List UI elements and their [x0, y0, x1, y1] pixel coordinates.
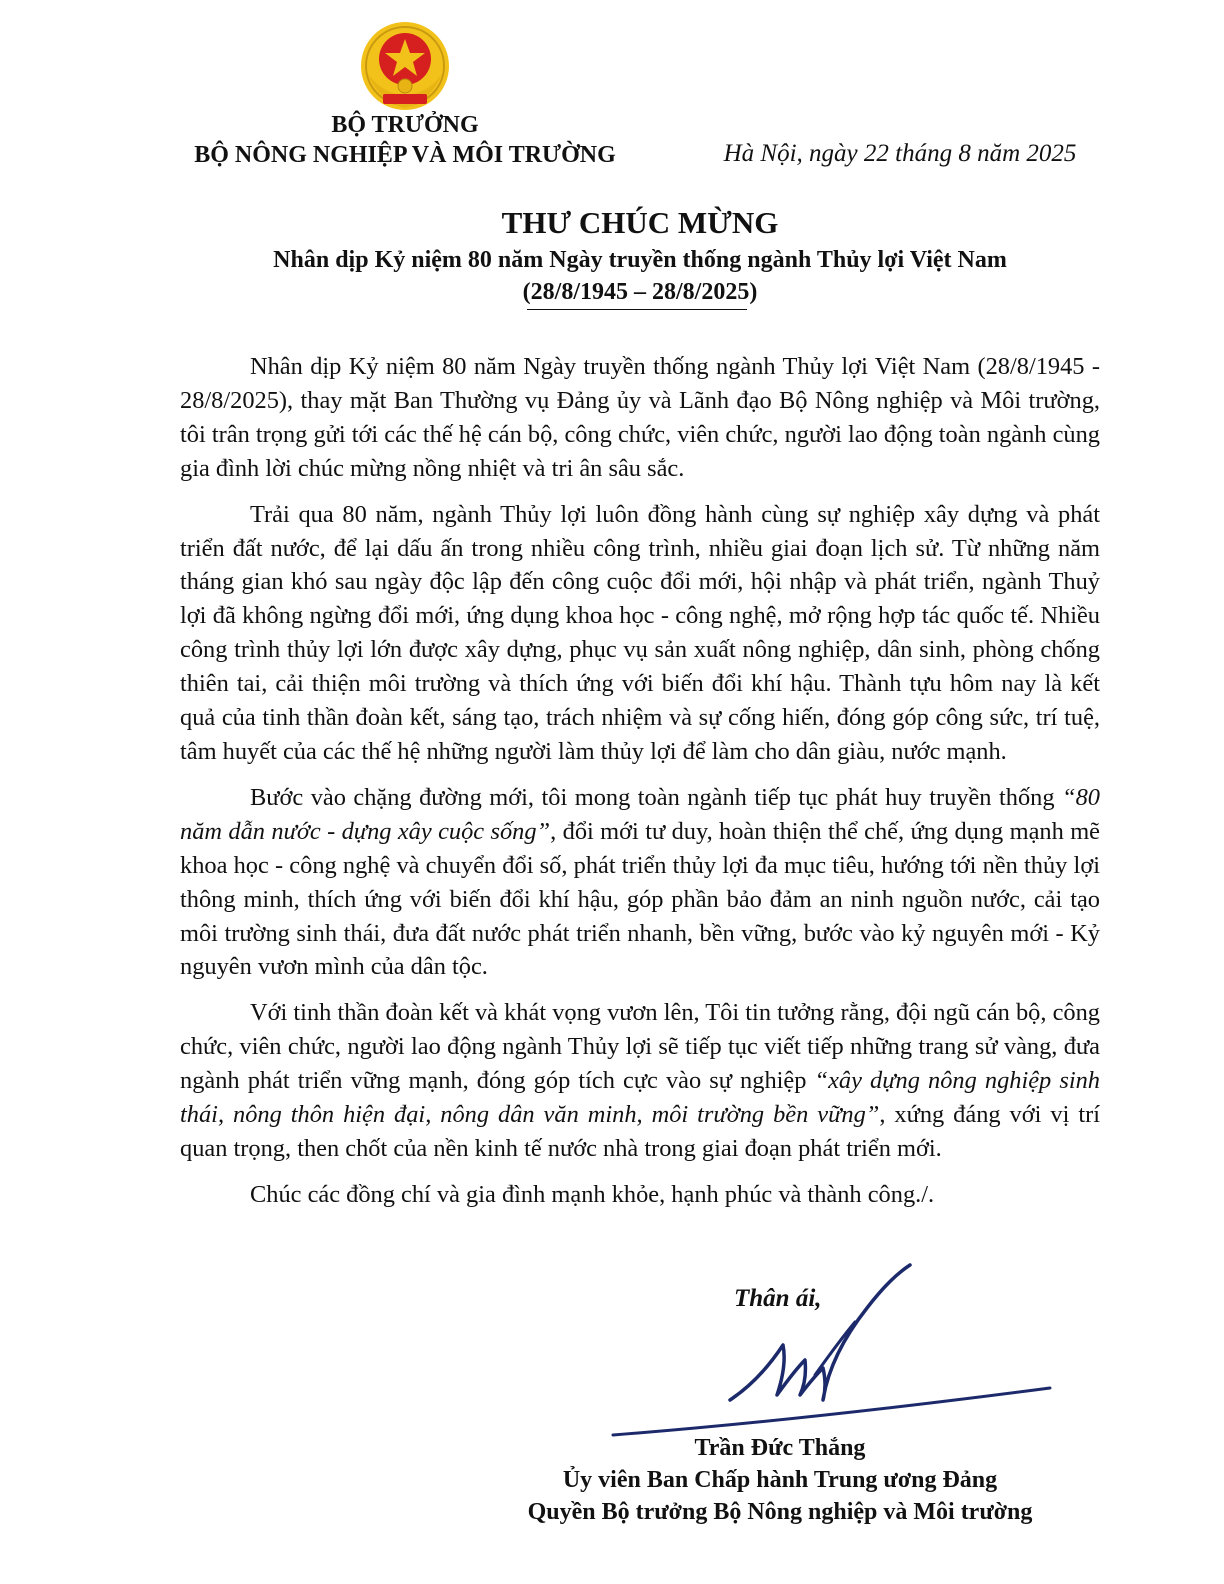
paragraph-4-part-a: Với tinh thần đoàn kết và khát vọng vươn lên, Tôi tin tưởng rằng, đội ngũ cán bộ, công chức, viên chức, người lao động ngành Thủy lợi sẽ tiếp tục viết tiếp những trang sử vàng, đưa ngành phát triển vững mạnh, đóng góp tích cực vào sự nghiệp — [180, 999, 1100, 1095]
closing-greeting: Thân ái, — [734, 1285, 822, 1312]
paragraph-1: Nhân dịp Kỷ niệm 80 năm Ngày truyền thống ngành Thủy lợi Việt Nam (28/8/1945 - 28/8/2025), thay mặt Ban Thường vụ Đảng ủy và Lãnh đạo Bộ Nông nghiệp và Môi trường, tôi trân trọng gửi tới các thế hệ cán bộ, công chức, viên chức, người lao động toàn ngành cùng gia đình lời chúc mừng nồng nhiệt và tri ân sâu sắc. — [180, 353, 1100, 482]
issuing-authority — [150, 110, 660, 170]
place-and-date: Hà Nội, ngày 22 tháng 8 năm 2025 — [723, 140, 1077, 167]
letter-title: THƯ CHÚC MỪNG — [501, 205, 779, 240]
national-emblem-icon — [359, 22, 451, 114]
signer-block — [0, 1432, 1224, 1528]
title-underline — [527, 309, 747, 310]
agency-line-1: BỘ TRƯỞNG — [331, 112, 479, 138]
anniversary-period: (28/8/1945 – 28/8/2025) — [522, 279, 758, 305]
slogan-quote: “80 năm dẫn nước - dựng xây cuộc sống” — [180, 783, 1100, 845]
paragraph-3-part-b: , đổi mới tư duy, hoàn thiện thể chế, ứng dụng mạnh mẽ khoa học - công nghệ và chuyển đổi số, phát triển thủy lợi đa mục tiêu, hướng tới nền thủy lợi thông minh, thích ứng với biến đổi khí hậu, góp phần bảo đảm an ninh nguồn nước, cải tạo môi trường sinh thái, đưa đất nước phát triển nhanh, bền vững, bước vào kỷ nguyên mới - Kỷ nguyên vươn mình của dân tộc. — [180, 817, 1100, 981]
agency-line-2: BỘ NÔNG NGHIỆP VÀ MÔI TRƯỜNG — [194, 142, 616, 168]
paragraph-2: Trải qua 80 năm, ngành Thủy lợi luôn đồng hành cùng sự nghiệp xây dựng và phát triển đất nước, để lại dấu ấn trong nhiều công trình, nhiều giai đoạn lịch sử. Từ những năm tháng gian khó sau ngày độc lập đến công cuộc đổi mới, hội nhập và phát triển, ngành Thuỷ lợi đã không ngừng đổi mới, ứng dụng khoa học - công nghệ, mở rộng hợp tác quốc tế. Nhiều công trình thủy lợi lớn được xây dựng, phục vụ sản xuất nông nghiệp, dân sinh, phòng chống thiên tai, cải thiện môi trường và thích ứng với biến đổi khí hậu. Thành tựu hôm nay là kết quả của tinh thần đoàn kết, sáng tạo, trách nhiệm và sự cống hiến, đóng góp công sức, trí tuệ, tâm huyết của các thế hệ những người làm thủy lợi để làm cho dân giàu, nước mạnh. — [180, 500, 1100, 765]
mission-quote: “xây dựng nông nghiệp sinh thái, nông thôn hiện đại, nông dân văn minh, môi trường bền vững” — [180, 1067, 1100, 1129]
handwritten-signature-icon — [605, 1260, 1085, 1460]
letter-body — [180, 350, 1100, 1224]
signer-name: Trần Đức Thắng — [694, 1435, 866, 1461]
signer-title-2: Quyền Bộ trưởng Bộ Nông nghiệp và Môi trường — [527, 1499, 1033, 1525]
signer-title-1: Ủy viên Ban Chấp hành Trung ương Đảng — [562, 1467, 998, 1493]
paragraph-3-part-a: Bước vào chặng đường mới, tôi mong toàn ngành tiếp tục phát huy truyền thống — [250, 783, 1063, 811]
paragraph-4-part-b: , xứng đáng với vị trí quan trọng, then chốt của nền kinh tế nước nhà trong giai đoạn phát triển mới. — [180, 1101, 1100, 1162]
paragraph-5: Chúc các đồng chí và gia đình mạnh khỏe, hạnh phúc và thành công./. — [250, 1180, 935, 1208]
letter-subtitle: Nhân dịp Kỷ niệm 80 năm Ngày truyền thống ngành Thủy lợi Việt Nam — [273, 247, 1007, 273]
paragraph-3 — [180, 781, 1100, 984]
paragraph-4 — [180, 996, 1100, 1166]
